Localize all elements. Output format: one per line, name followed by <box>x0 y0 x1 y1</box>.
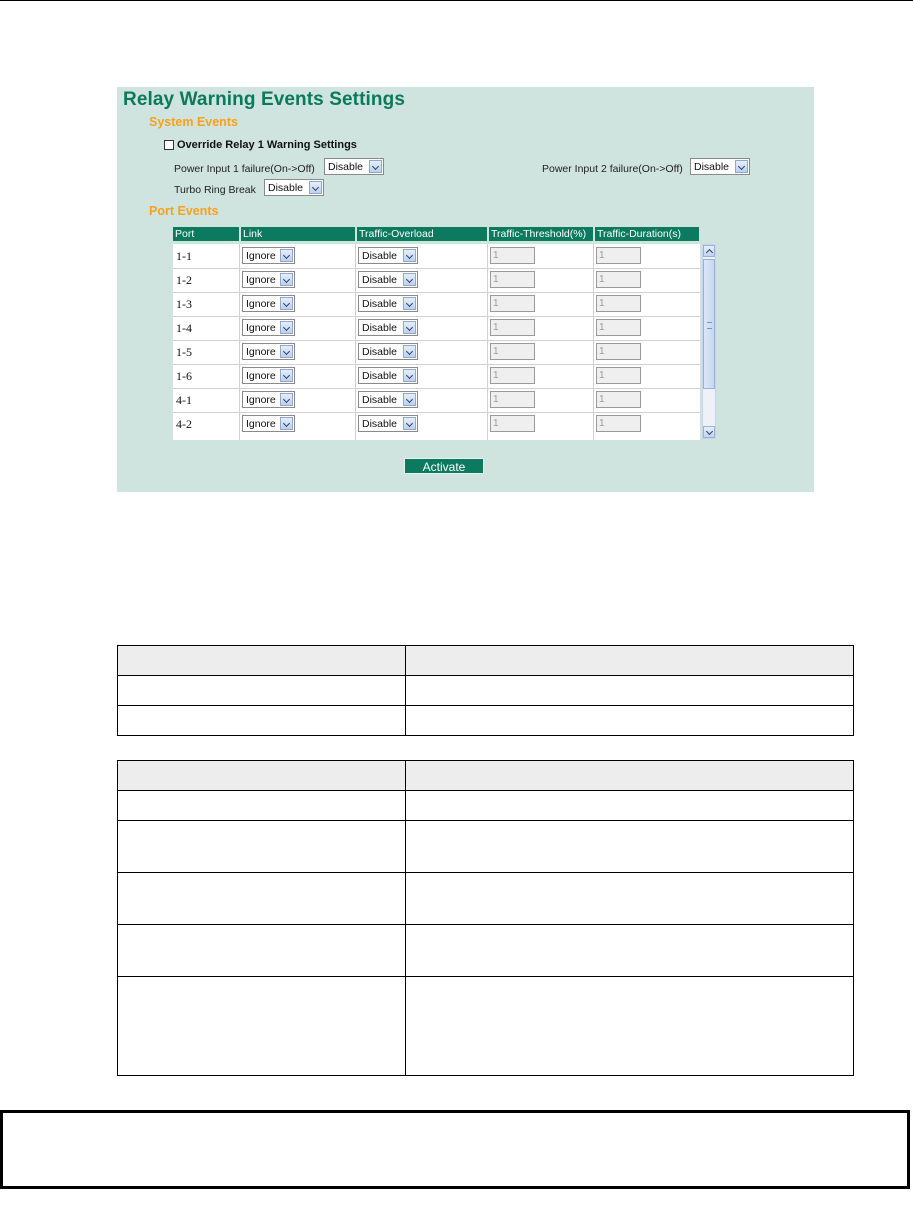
port-id: 1-4 <box>176 321 192 335</box>
scroll-down-icon[interactable] <box>703 426 715 438</box>
chevron-down-icon <box>280 417 293 430</box>
traffic-threshold-input[interactable]: 1 <box>490 415 535 432</box>
table-row <box>173 292 700 316</box>
port-id: 1-5 <box>176 345 192 359</box>
turbo-ring-break-select[interactable]: Disable <box>264 179 324 196</box>
chevron-down-icon <box>735 160 748 173</box>
chevron-down-icon <box>403 297 416 310</box>
traffic-threshold-input[interactable]: 1 <box>490 391 535 408</box>
table-header-row <box>118 761 854 791</box>
table-row <box>118 676 854 706</box>
chevron-down-icon <box>309 181 322 194</box>
page-title: Relay Warning Events Settings <box>123 89 405 110</box>
traffic-threshold-input[interactable]: 1 <box>490 319 535 336</box>
column-header-link: Link <box>241 227 355 241</box>
table-row <box>173 316 700 340</box>
traffic-duration-input[interactable]: 1 <box>596 295 641 312</box>
traffic-overload-select[interactable]: Disable <box>358 271 418 288</box>
table-row <box>173 412 700 436</box>
chevron-down-icon <box>403 273 416 286</box>
chevron-down-icon <box>280 273 293 286</box>
override-label: Override Relay 1 Warning Settings <box>177 139 357 151</box>
table-row <box>173 268 700 292</box>
system-events-heading: System Events <box>149 115 238 129</box>
traffic-overload-select[interactable]: Disable <box>358 319 418 336</box>
activate-button[interactable]: Activate <box>404 458 484 474</box>
port-id: 1-3 <box>176 297 192 311</box>
scroll-up-icon[interactable] <box>703 245 715 257</box>
table-row <box>118 706 854 736</box>
traffic-duration-input[interactable]: 1 <box>596 367 641 384</box>
table-row <box>173 340 700 364</box>
traffic-duration-input[interactable]: 1 <box>596 415 641 432</box>
table-row <box>173 364 700 388</box>
chevron-down-icon <box>403 417 416 430</box>
table-row <box>118 925 854 977</box>
traffic-duration-input[interactable]: 1 <box>596 343 641 360</box>
override-relay-option[interactable] <box>164 139 357 151</box>
port-table-scrollbar[interactable] <box>702 244 716 439</box>
table-row <box>118 791 854 821</box>
traffic-duration-input[interactable]: 1 <box>596 271 641 288</box>
traffic-threshold-input[interactable]: 1 <box>490 367 535 384</box>
port-events-heading: Port Events <box>149 204 219 218</box>
link-select[interactable]: Ignore <box>242 247 295 264</box>
document-table-1 <box>117 645 854 736</box>
traffic-overload-select[interactable]: Disable <box>358 295 418 312</box>
column-header-traffic-threshold: Traffic-Threshold(%) <box>489 227 593 241</box>
chevron-down-icon <box>403 345 416 358</box>
table-row <box>173 388 700 412</box>
traffic-duration-input[interactable]: 1 <box>596 391 641 408</box>
override-checkbox[interactable] <box>164 140 174 150</box>
power-input-2-label: Power Input 2 failure(On->Off) <box>542 163 683 175</box>
traffic-overload-select[interactable]: Disable <box>358 415 418 432</box>
table-row <box>173 244 700 268</box>
power-input-1-label: Power Input 1 failure(On->Off) <box>174 163 315 175</box>
traffic-threshold-input[interactable]: 1 <box>490 295 535 312</box>
chevron-down-icon <box>280 345 293 358</box>
chevron-down-icon <box>280 321 293 334</box>
note-box <box>0 1110 910 1189</box>
traffic-overload-select[interactable]: Disable <box>358 367 418 384</box>
chevron-down-icon <box>280 369 293 382</box>
scrollbar-thumb[interactable] <box>703 259 715 389</box>
chevron-down-icon <box>280 249 293 262</box>
page-top-rule <box>0 0 913 1</box>
link-select[interactable]: Ignore <box>242 271 295 288</box>
link-select[interactable]: Ignore <box>242 319 295 336</box>
port-events-table <box>173 244 700 440</box>
relay-warning-panel <box>117 87 814 492</box>
traffic-duration-input[interactable]: 1 <box>596 247 641 264</box>
port-id: 4-1 <box>176 393 192 407</box>
chevron-down-icon <box>403 249 416 262</box>
column-header-port: Port <box>173 227 239 241</box>
document-table-2 <box>117 760 854 1076</box>
chevron-down-icon <box>403 369 416 382</box>
link-select[interactable]: Ignore <box>242 343 295 360</box>
grip-icon <box>707 322 712 329</box>
table-row <box>118 977 854 1076</box>
table-row <box>118 873 854 925</box>
column-header-traffic-overload: Traffic-Overload <box>357 227 487 241</box>
chevron-down-icon <box>369 160 382 173</box>
chevron-down-icon <box>403 393 416 406</box>
link-select[interactable]: Ignore <box>242 415 295 432</box>
traffic-threshold-input[interactable]: 1 <box>490 247 535 264</box>
traffic-duration-input[interactable]: 1 <box>596 319 641 336</box>
chevron-down-icon <box>280 297 293 310</box>
power-input-2-select[interactable]: Disable <box>690 158 750 175</box>
column-header-traffic-duration: Traffic-Duration(s) <box>595 227 699 241</box>
traffic-overload-select[interactable]: Disable <box>358 391 418 408</box>
chevron-down-icon <box>280 393 293 406</box>
traffic-overload-select[interactable]: Disable <box>358 247 418 264</box>
port-id: 1-2 <box>176 273 192 287</box>
traffic-threshold-input[interactable]: 1 <box>490 343 535 360</box>
link-select[interactable]: Ignore <box>242 367 295 384</box>
turbo-ring-break-label: Turbo Ring Break <box>174 184 256 196</box>
port-id: 1-1 <box>176 249 192 263</box>
table-header-row <box>118 646 854 676</box>
traffic-overload-select[interactable]: Disable <box>358 343 418 360</box>
link-select[interactable]: Ignore <box>242 295 295 312</box>
port-id: 4-2 <box>176 417 192 431</box>
chevron-down-icon <box>403 321 416 334</box>
port-id: 1-6 <box>176 369 192 383</box>
power-input-1-select[interactable]: Disable <box>324 158 384 175</box>
link-select[interactable]: Ignore <box>242 391 295 408</box>
traffic-threshold-input[interactable]: 1 <box>490 271 535 288</box>
table-row <box>118 821 854 873</box>
